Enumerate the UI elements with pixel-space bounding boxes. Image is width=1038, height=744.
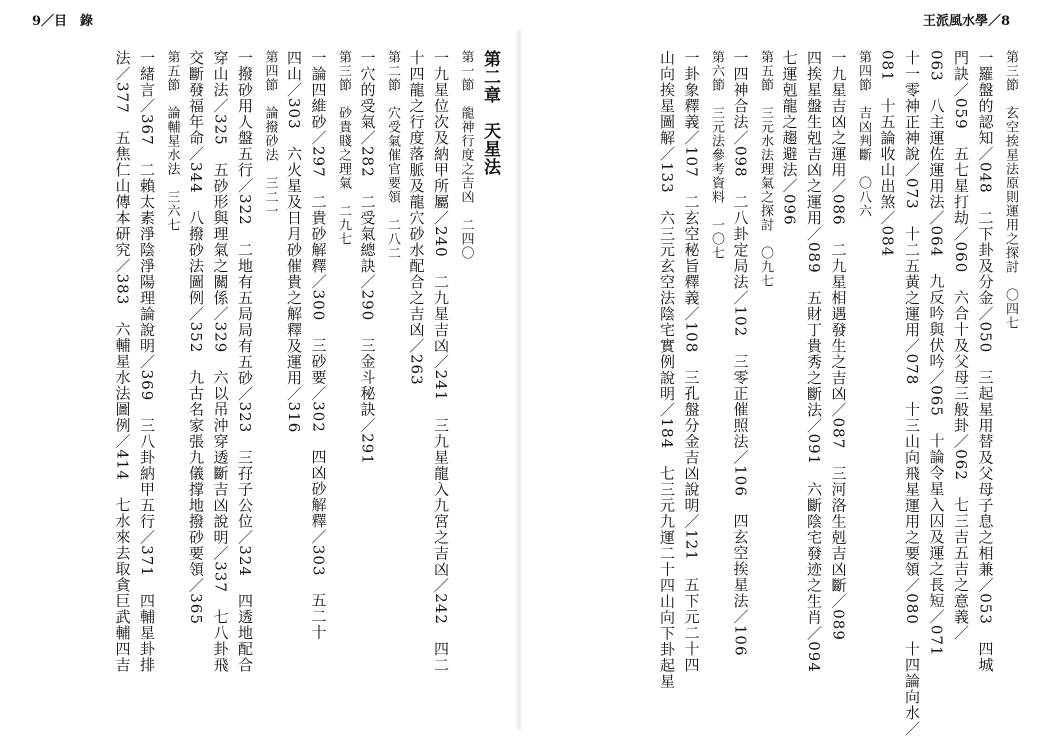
toc-entry-line: 一穴的受氣／282 二受氣總訣／290 三金斗秘訣／291 bbox=[358, 50, 377, 465]
toc-entry-line: 法／377 五焦仁山傳本研究／383 六輔星水法圖例／414 七水來去取貪巨武輔四吉 bbox=[113, 50, 132, 673]
section-heading: 第六節 三元法參考資料 一〇七 bbox=[709, 50, 724, 260]
toc-entry-line: 一撥砂用人盤五行／322 二地有五局局有五砂／323 三孖子公位／324 四透地配合 bbox=[236, 50, 254, 673]
toc-entry-line: 一羅盤的認知／048 二下卦及分金／050 三起星用替及父母子息之相兼／053 四城 bbox=[976, 50, 995, 673]
toc-entry-line: 十四龍之行度落脈及龍穴砂水配合之吉凶／263 bbox=[407, 50, 426, 386]
section-heading: 第一節 龍神行度之吉凶 二四〇 bbox=[458, 50, 474, 260]
section-heading: 第二節 穴受氣催官要領 二八二 bbox=[385, 50, 400, 260]
right-page-text bbox=[652, 50, 1022, 737]
toc-entry-line: 七運剋龍之趨避法／096 bbox=[780, 50, 799, 226]
section-heading: 第三節 砂貴賤之理氣 二九七 bbox=[336, 50, 351, 246]
section-heading: 第四節 吉凶判斷 〇八六 bbox=[856, 50, 871, 218]
left-page-text bbox=[18, 50, 502, 730]
section-heading: 第四節 論撥砂法 三二一 bbox=[262, 50, 278, 218]
toc-entry-line: 一四神合法／098 二八卦定局法／102 三零正催照法／106 四玄空挨星法／106 bbox=[731, 50, 750, 657]
toc-entry-line: 四山／303 六火星及日月砂催貴之解釋及運用／316 bbox=[285, 50, 303, 434]
toc-entry-line: 穿山法／325 五砂形與理氣之關係／329 六以吊沖穿透斷吉凶說明／337 七八卦飛 bbox=[211, 50, 230, 673]
toc-entry-line: 063 八主運佐運用法／064 九反吟與伏吟／065 十論令星入囚及運之長短／071 bbox=[927, 50, 946, 657]
toc-entry-line: 一九星位次及納甲所屬／240 二九星吉凶／241 三九星龍入九宮之吉凶／242 四二 bbox=[432, 50, 450, 673]
right-page-header: 王派風水學／8 bbox=[922, 14, 1010, 29]
section-heading: 第五節 論輔星水法 三六七 bbox=[164, 50, 180, 232]
toc-entry-line: 一論四維砂／297 二貴砂解釋／300 三砂要／302 四凶砂解釋／303 五二十 bbox=[309, 50, 328, 641]
left-page-header: 9／目 錄 bbox=[32, 14, 94, 29]
toc-entry-line: 山向挨星圖解／133 六三元玄空法陰宅實例說明／184 七三元九運二十四山向下卦起星 bbox=[658, 50, 676, 690]
toc-entry-line: 四挨星盤生剋吉凶之運用／089 五財丁貴秀之斷法／091 六斷陰宅發迹之生肖／094 bbox=[805, 50, 823, 673]
chapter-heading: 第二章 天星法 bbox=[480, 50, 500, 176]
section-heading: 第三節 玄空挨星法原則運用之探討 〇四七 bbox=[1003, 50, 1018, 330]
section-heading: 第五節 三元水法理氣之探討 〇九七 bbox=[758, 50, 773, 288]
toc-entry-line: 一卦象釋義／107 二玄空秘旨釋義／108 三孔盤分金吉凶說明／121 五下元二十四 bbox=[682, 50, 701, 673]
toc-entry-line: 交斷發福年命／344 八撥砂法圖例／352 九古名家張九儀撑地撥砂要領／365 bbox=[187, 50, 205, 625]
right-page bbox=[519, 0, 1038, 744]
toc-entry-line: 十一零神正神說／073 十二五黃之運用／078 十三山向飛星運用之要領／080 十四論向水／ bbox=[903, 50, 921, 737]
toc-entry-line: 081 十五論收山出煞／084 bbox=[878, 50, 897, 258]
toc-entry-line: 門訣／059 五七星打劫／060 六合十及父母三般卦／062 七三吉五吉之意義／ bbox=[952, 50, 970, 641]
toc-entry-line: 一九星吉凶之運用／086 二九星相遇發生之吉凶／087 三河洛生剋吉凶斷／089 bbox=[829, 50, 848, 641]
toc-entry-line: 一緒言／367 二賴太素淨陰淨陽理論說明／369 三八卦納甲五行／371 四輔星卦排 bbox=[138, 50, 156, 673]
